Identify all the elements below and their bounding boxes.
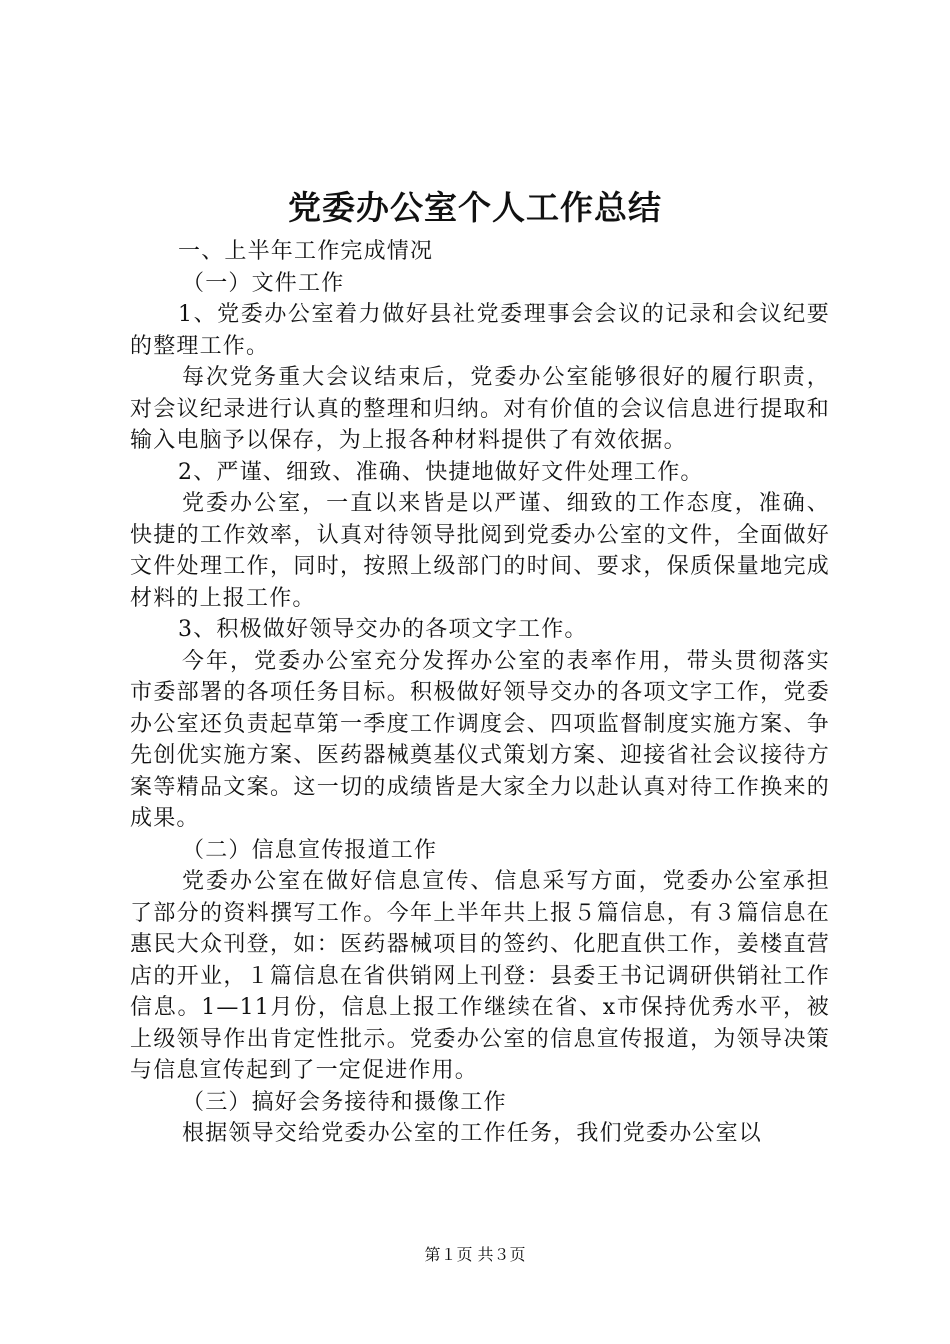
- paragraph-meeting-records: 每次党务重大会议结束后，党委办公室能够很好的履行职责，对会议纪录进行认真的整理和归纳。对有价值的会议信息进行提取和输入电脑予以保存，为上报各种材料提供了有效依据。: [130, 365, 830, 453]
- section-heading-first-half: 一、上半年工作完成情况: [178, 239, 434, 264]
- paragraph-item-2: 2、严谨、细致、准确、快捷地做好文件处理工作。: [178, 459, 704, 485]
- paragraph-file-processing: 党委办公室，一直以来皆是以严谨、细致的工作态度，准确、快捷的工作效率，认真对待领导批阅到党委办公室的文件，全面做好文件处理工作，同时，按照上级部门的时间、要求，保质保量地完成材料的上报工作。: [130, 491, 830, 611]
- subsection-heading-file-work: （一）文件工作: [182, 270, 345, 296]
- subsection-heading-information: （二）信息宣传报道工作: [182, 837, 438, 863]
- paragraph-information-reporting: 党委办公室在做好信息宣传、信息采写方面，党委办公室承担了部分的资料撰写工作。今年上半年共上报５篇信息，有３篇信息在惠民大众刊登，如：医药器械项目的签约、化肥直供工作，姜楼直营店的开业，１篇信息在省供销网上刊登：县委王书记调研供销社工作信息。1—11月份，信息上报工作继续在省、x市保持优秀水平，被上级领导作出肯定性批示。党委办公室的信息宣传报道，为领导决策与信息宣传起到了一定促进作用。: [130, 869, 830, 1083]
- document-title: 党委办公室个人工作总结: [288, 188, 662, 227]
- subsection-heading-reception: （三）搞好会务接待和摄像工作: [182, 1089, 507, 1115]
- document-body: [130, 236, 830, 1150]
- paragraph-item-1: 1、党委办公室着力做好县社党委理事会会议的记录和会议纪要的整理工作。: [130, 302, 830, 359]
- page-number-footer: 第１页 共３页: [424, 1245, 526, 1264]
- paragraph-item-3: 3、积极做好领导交办的各项文字工作。: [178, 617, 588, 642]
- paragraph-writing-work: 今年，党委办公室充分发挥办公室的表率作用，带头贯彻落实市委部署的各项任务目标。积极做好领导交办的各项文字工作，党委办公室还负责起草第一季度工作调度会、四项监督制度实施方案、争先创优实施方案、医药器械奠基仪式策划方案、迎接省社会议接待方案等精品文案。这一切的成绩皆是大家全力以赴认真对待工作换来的成果。: [130, 648, 830, 831]
- paragraph-reception-work: 根据领导交给党委办公室的工作任务，我们党委办公室以: [182, 1121, 763, 1146]
